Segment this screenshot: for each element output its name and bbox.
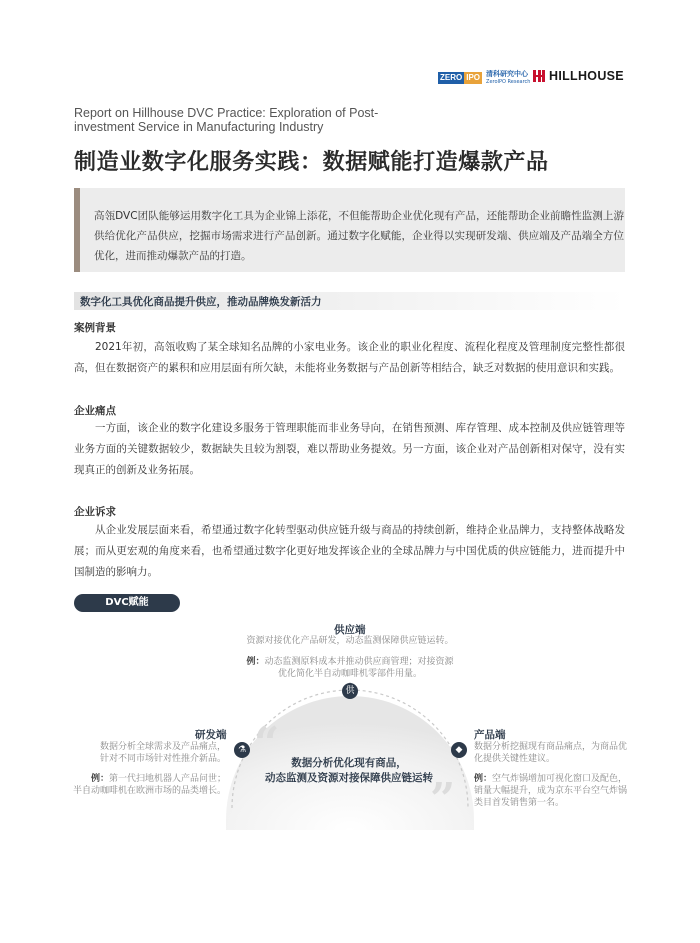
quote-open-icon: “ xyxy=(254,718,280,769)
diagram-center-text: 数据分析优化现有商品， 动态监测及资源对接保障供应链运转 xyxy=(265,757,433,784)
rd-example: 例：第一代扫地机器人产品问世； 半自动咖啡机在欧洲市场的品类增长。 xyxy=(72,774,226,796)
hillhouse-wordmark: HILLHOUSE xyxy=(549,69,624,83)
page-title: 制造业数字化服务实践：数据赋能打造爆款产品 xyxy=(74,150,549,175)
demands-text: 从企业发展层面来看，希望通过数字化转型驱动供应链升级与商品的持续创新，维持企业品牌力，支持整体战略发展；而从更宏观的角度来看，也希望通过数字化更好地发挥该企业的全球品牌力与中国优质的供应链能力，进而提升中国制造的影响力。 xyxy=(74,524,625,578)
case-background-text: 2021年初，高瓴收购了某全球知名品牌的小家电业务。该企业的职业化程度、流程化程度及管理制度完整性都很高，但在数据资产的累积和应用层面有所欠缺，未能将业务数据与产品创新等相结合，缺乏对数据的使用意识和实践。 xyxy=(74,341,625,374)
supply-title: 供应端 xyxy=(334,624,366,636)
pain-points-title: 企业痛点 xyxy=(74,405,116,417)
rd-desc: 数据分析全球需求及产品痛点， 针对不同市场针对性推介新品。 xyxy=(99,742,226,764)
section-heading-text: 数字化工具优化商品提升供应，推动品牌焕发新活力 xyxy=(80,296,322,308)
zero2ipo-mark: ZERO IPO xyxy=(440,73,481,82)
rd-flask-icon: ⚗ xyxy=(234,742,250,758)
section-heading xyxy=(74,292,625,310)
zero2ipo-en: ZeroIPO Research xyxy=(486,79,531,85)
supply-example: 例：动态监测原料成本并推动供应商管理；对接资源 优化简化半自动咖啡机零部件用量。 xyxy=(246,657,454,679)
case-background-title: 案例背景 xyxy=(74,322,116,334)
supply-icon: 供 xyxy=(342,683,358,699)
supply-desc: 资源对接优化产品研发，动态监测保障供应链运转。 xyxy=(246,636,454,646)
pain-points-text: 一方面，该企业的数字化建设多服务于管理职能而非业务导向，在销售预测、库存管理、成本控制及供应链管理等业务方面的关键数据较少，数据缺失且较为割裂，难以帮助业务提效。另一方面，该企业对产品创新相对保守，没有实现真正的创新及业务拓展。 xyxy=(74,422,625,476)
zero2ipo-logo xyxy=(438,70,530,86)
hillhouse-mark-icon xyxy=(533,70,545,82)
zero2ipo-cn: 清科研究中心 xyxy=(486,70,529,78)
intro-accent-bar xyxy=(74,188,80,272)
rd-title: 研发端 xyxy=(195,729,227,741)
hillhouse-logo xyxy=(533,69,624,83)
product-desc: 数据分析挖掘现有商品痛点，为商品优 化提供关键性建议。 xyxy=(474,742,628,764)
report-subtitle-en: Report on Hillhouse DVC Practice: Exploration of Post-investment Service in Manufacturing Industry xyxy=(74,106,379,134)
quote-close-icon: ” xyxy=(430,774,456,825)
intro-text: 高瓴DVC团队能够运用数字化工具为企业锦上添花，不但能帮助企业优化现有产品，还能帮助企业前瞻性监测上游供给优化产品供应，挖掘市场需求进行产品创新。通过数字化赋能，企业得以实现研发端、供应端及产品端全方位优化，进而推动爆款产品的打造。 xyxy=(94,210,624,262)
demands-title: 企业诉求 xyxy=(74,506,116,518)
product-icon: ◆ xyxy=(451,742,467,758)
product-title: 产品端 xyxy=(474,729,506,741)
product-example: 例：空气炸锅增加可视化窗口及配色， 销量大幅提升，成为京东平台空气炸锅 类目首发销售第一名。 xyxy=(474,774,628,808)
dvc-enablement-pill: DVC赋能 xyxy=(74,594,180,612)
